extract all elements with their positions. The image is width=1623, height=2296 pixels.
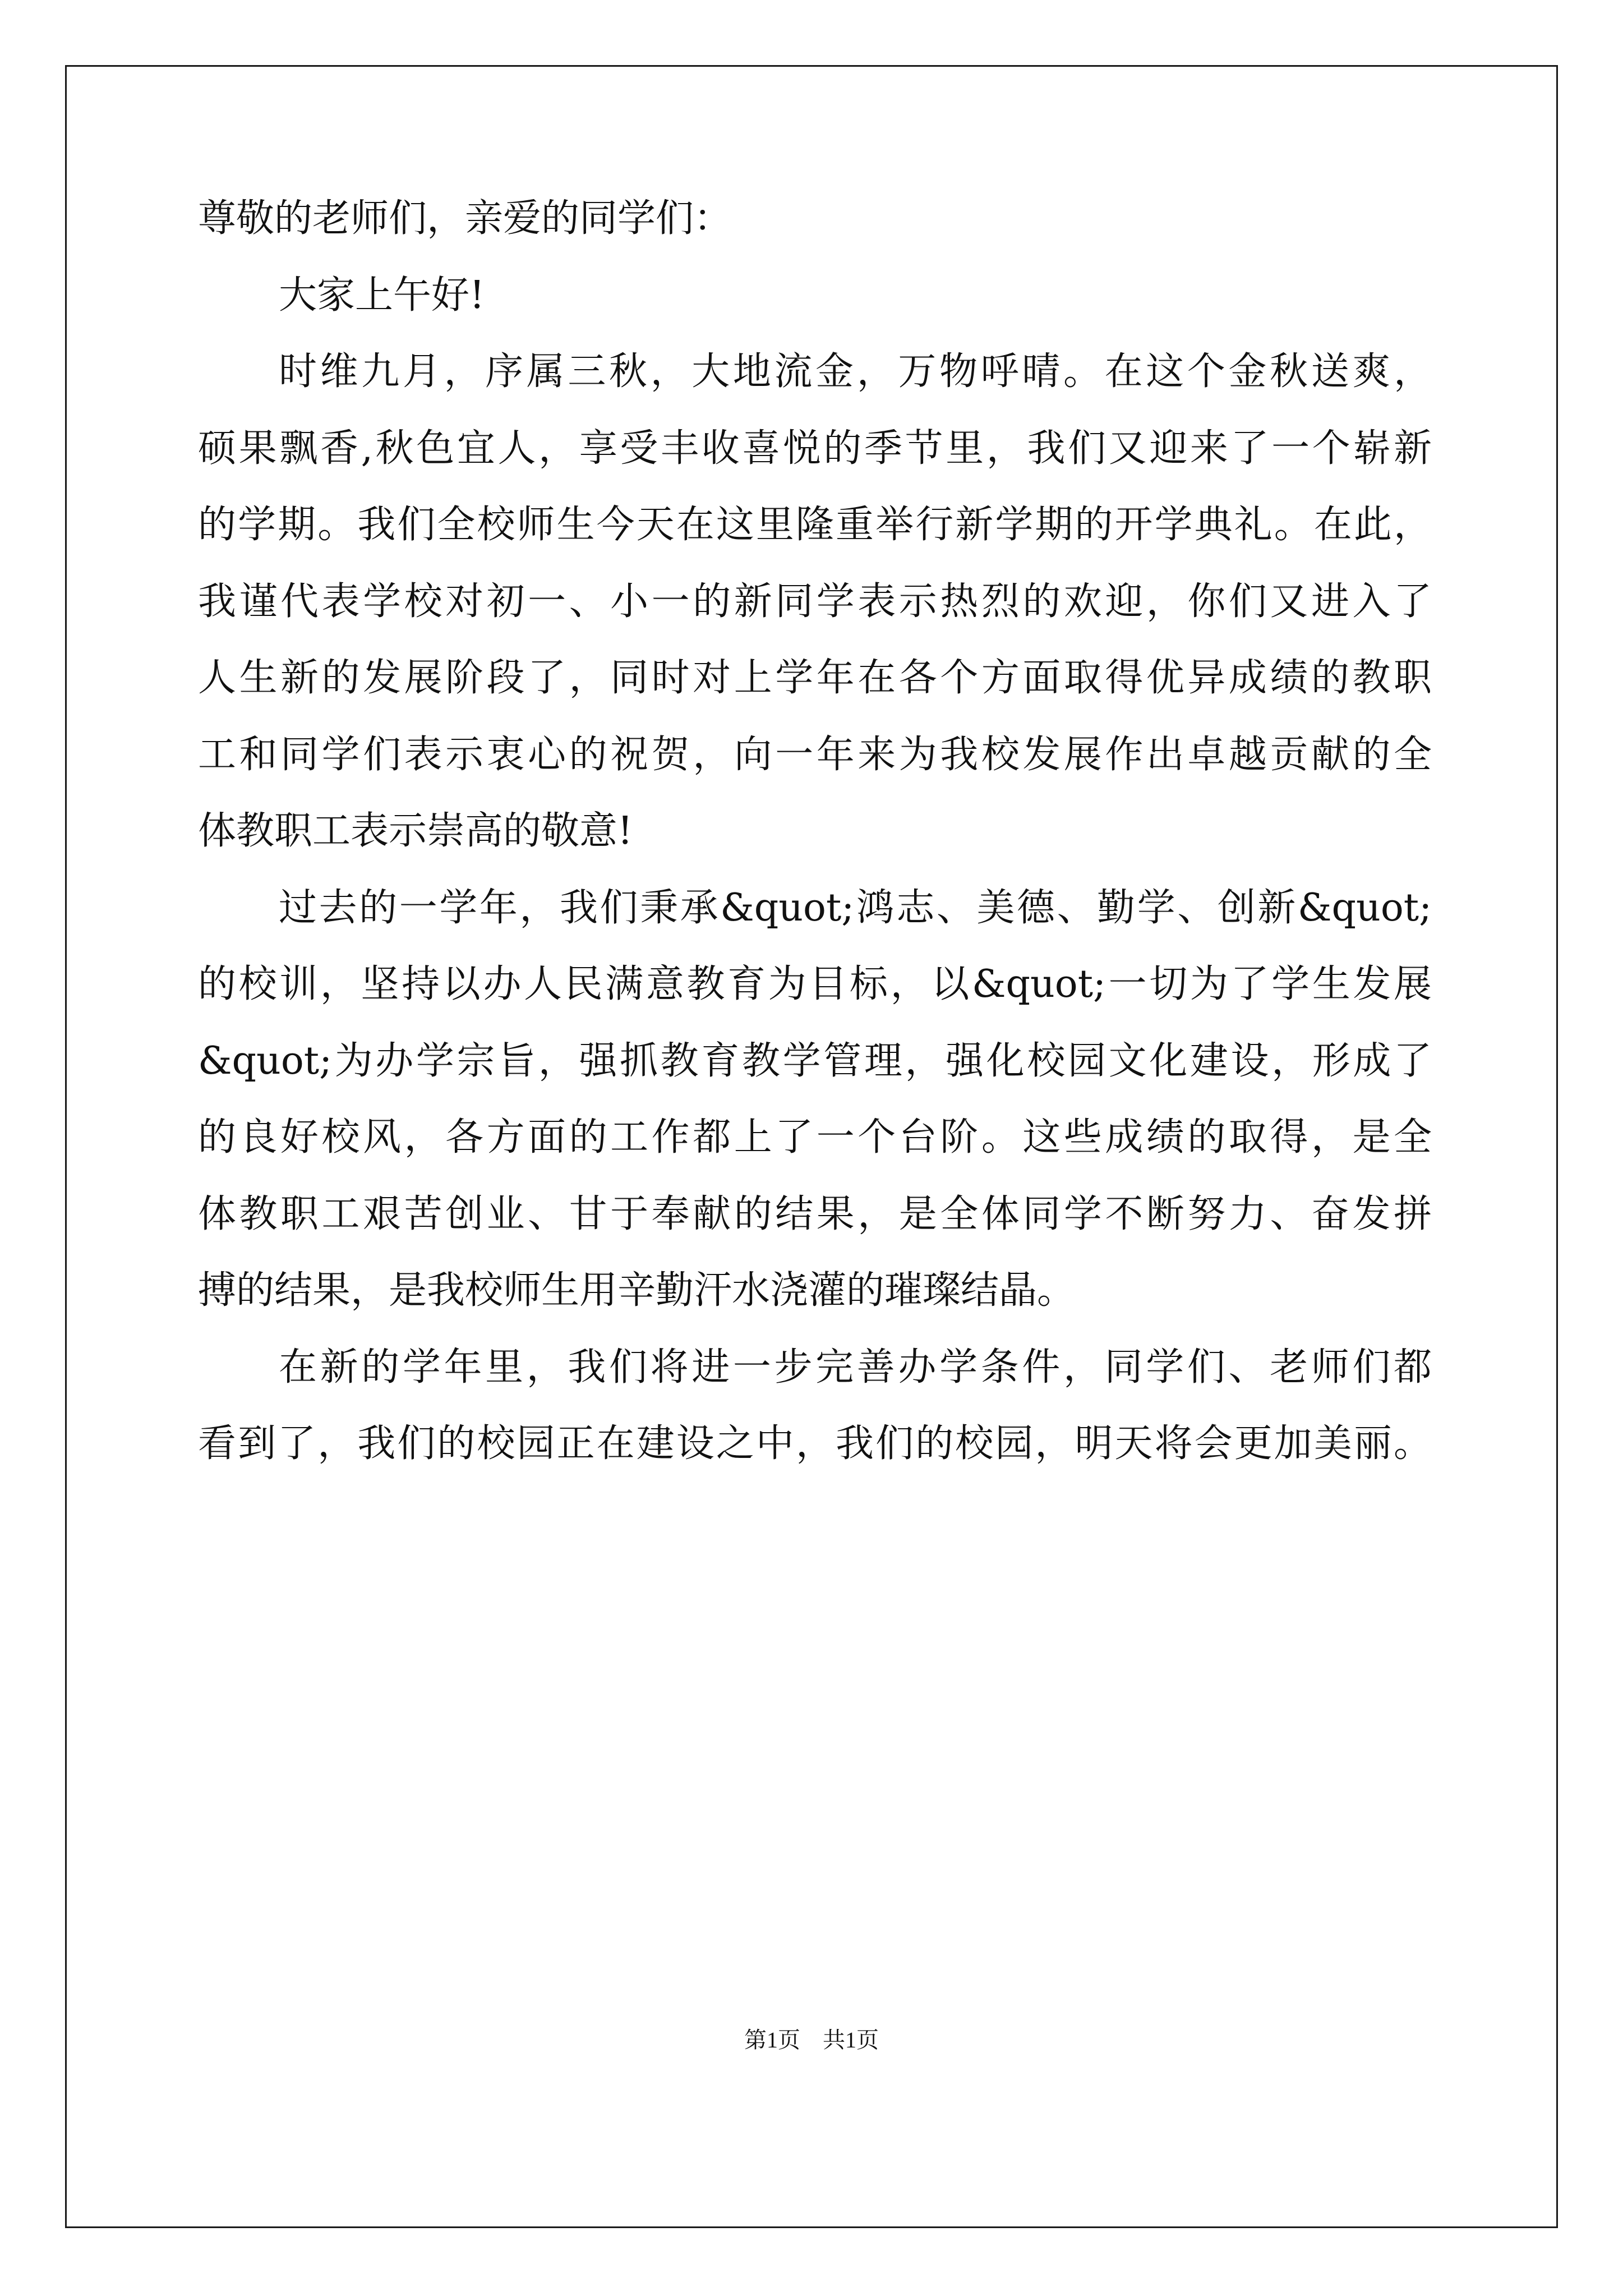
document-body [198, 181, 1432, 1483]
paragraph-line: 的校训，坚持以办人民满意教育为目标，以&quot;一切为了学生发展 [198, 962, 1432, 1006]
paragraph-line: 过去的一学年，我们秉承&quot;鸿志、美德、勤学、创新&quot; [279, 885, 1432, 930]
paragraph-line: 搏的结果，是我校师生用辛勤汗水浇灌的璀璨结晶。 [198, 1268, 1076, 1313]
paragraph-line: 工和同学们表示衷心的祝贺，向一年来为我校发展作出卓越贡献的全 [198, 732, 1432, 777]
paragraph-line: 体教职工艰苦创业、甘于奉献的结果，是全体同学不断努力、奋发拼 [198, 1191, 1432, 1236]
paragraph-line: 硕果飘香,秋色宜人，享受丰收喜悦的季节里，我们又迎来了一个崭新 [198, 426, 1432, 471]
paragraph-line: 体教职工表示崇高的敬意! [198, 809, 633, 853]
salutation: 尊敬的老师们，亲爱的同学们： [198, 196, 732, 241]
paragraph-line: 的学期。我们全校师生今天在这里隆重举行新学期的开学典礼。在此， [198, 503, 1432, 547]
paragraph-line: 在新的学年里，我们将进一步完善办学条件，同学们、老师们都 [279, 1345, 1432, 1389]
paragraph-line: 的良好校风，各方面的工作都上了一个台阶。这些成绩的取得，是全 [198, 1115, 1432, 1159]
paragraph-line: 我谨代表学校对初一、小一的新同学表示热烈的欢迎，你们又进入了 [198, 579, 1432, 624]
paragraph-line: &quot;为办学宗旨，强抓教育教学管理，强化校园文化建设，形成了 [198, 1038, 1432, 1083]
page-number-footer: 第1页 共1页 [744, 2027, 879, 2053]
paragraph-line: 人生新的发展阶段了，同时对上学年在各个方面取得优异成绩的教职 [198, 656, 1432, 700]
paragraph-line: 看到了，我们的校园正在建设之中，我们的校园，明天将会更加美丽。 [198, 1421, 1432, 1466]
paragraph-line: 时维九月，序属三秋，大地流金，万物呼晴。在这个金秋送爽， [279, 349, 1432, 394]
greeting: 大家上午好! [279, 273, 485, 318]
